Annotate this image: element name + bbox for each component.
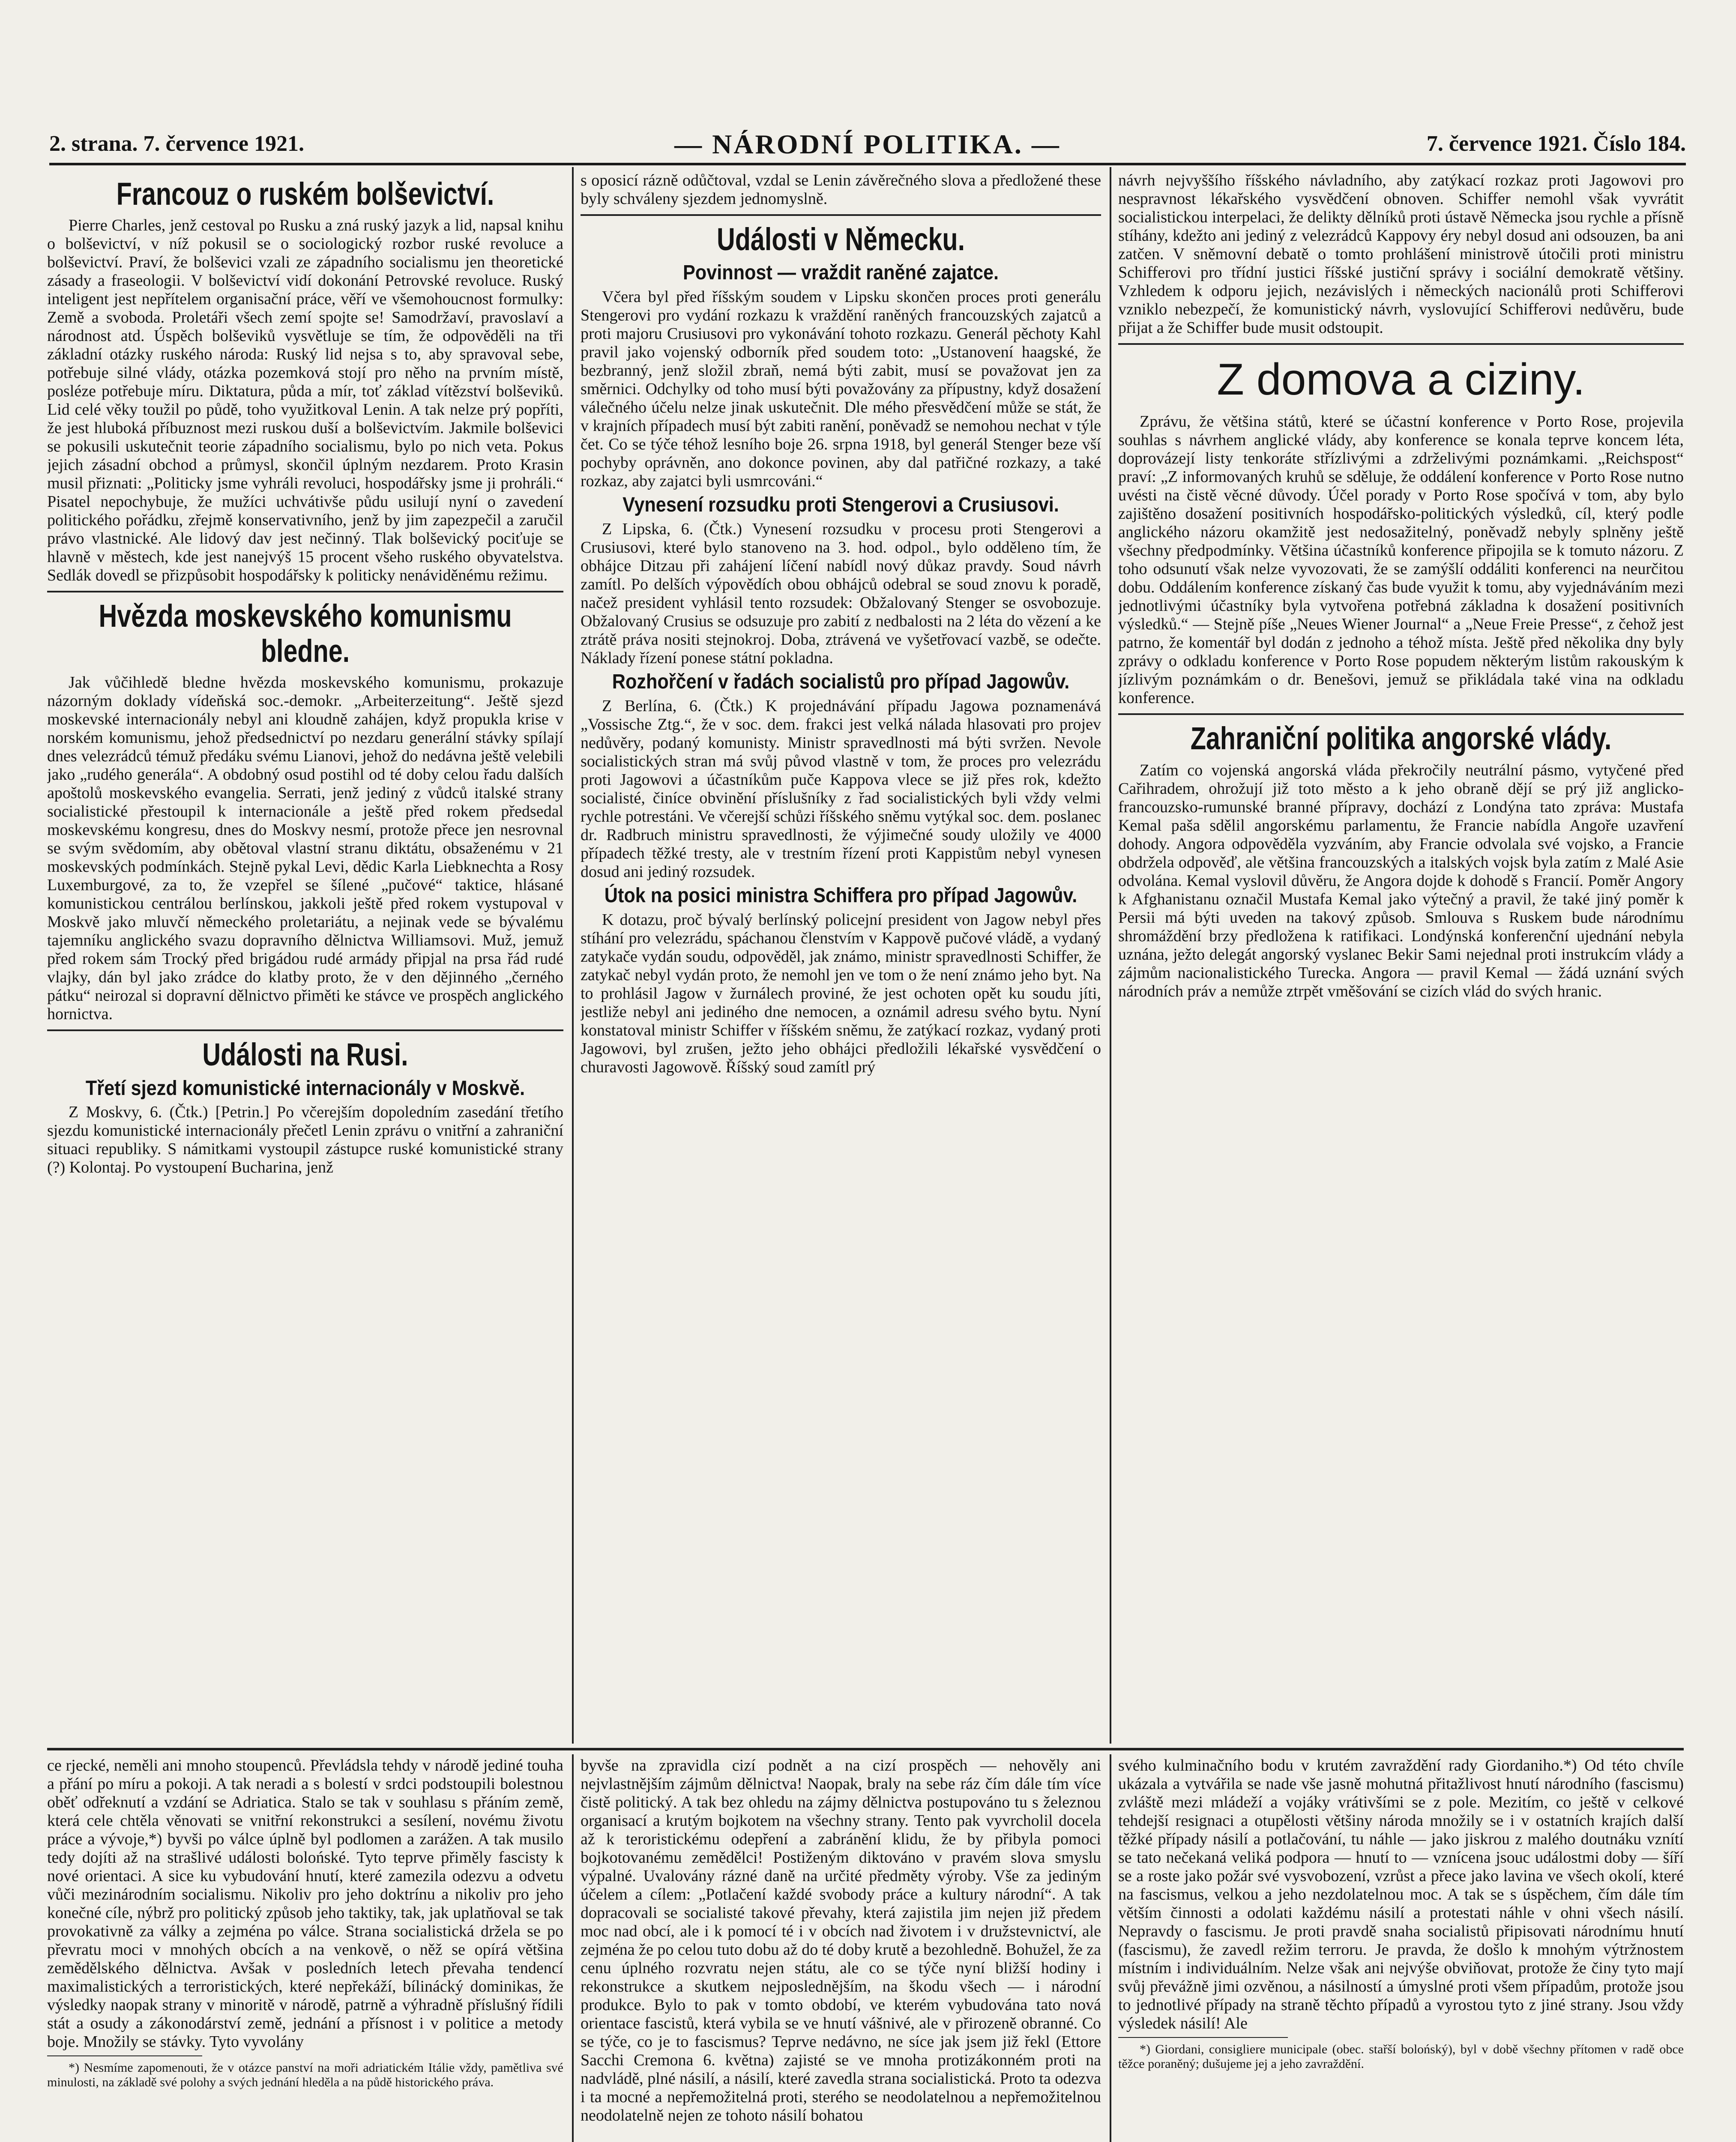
headline-domov: Z domova a ciziny. (1217, 355, 1585, 404)
article-francouz: Pierre Charles, jenž cestoval po Rusku a zná ruský jazyk a lid, napsal knihu o bolševictví, v níž pokusil se o sociologický rozbor ruské revoluce a bolševictví. Praví, že bolševici vzali ze západního socialismu jen theoretické zásady a fraseologii. V bolševictví vidí dokonání Petrovské revoluce. Ruský inteligent jest nepřítelem organisační práce, věří ve všemohoucnost formulky: Země a svoboda. Proletáři všech zemí spojte se! Samodržaví, pravoslaví a národnost atd. Úspěch bolševiků vysvětluje se tím, že odpověděli na tři základní otázky ruského národa: Ruský lid nejsa s to, aby spravoval sebe, potřebuje silné vlády, otázka pozemková stojí pro něho na prvním místě, posléze potřebuje míru. Diktatura, půda a mír, toť základ vítězství bolševiků. Lid celé věky toužil po půdě, toho využitkoval Lenin. A tak nelze prý popříti, že jest hluboká příbuznost mezi ruskou duší a bolševictvím. Jakmile bolševici se pokusili uskutečnit teorie západního socialismu, bylo po nich veta. Pokus jejich zásadní obchod a průmysl, skončil úplným nezdarem. Proto Krasin musil přiznati: „Politicky jsme vyhráli revoluci, hospodářsky jsme ji prohráli.“ Pisatel nepochybuje, že mužíci uchvátivše půdu usilují nyní o zavedení politického pořádku, zřejmě konservativního, jenž by jim zapezpečil a zaručil právo vlastnické. Ale lidový dav jest nečinný. Tlak bolševický pociťuje se hlavně v městech, kde jest nanejvýš 15 procent všeho ruského obyvatelstva. Sedlák dovedl se přizpůsobit hospodářsky k politicky nenáviděnému režimu. (47, 216, 563, 585)
footnote-2: *) Giordani, consigliere municipale (obec. stařší bolońský), byl v době všechny přítomen v radě obce těžce poraněný; dušujeme jej a jeho zavraždění. (1118, 2042, 1684, 2071)
headline-angora: Zahraniční politika angorské vlády. (1190, 721, 1612, 757)
footnote-1: *) Nesmíme zapomenouti, že v otázce panství na moři adriatickém Itálie vždy, pamětliva své minulosti, na základě své polohy a svých jednání hleděla a na půdě historického práva. (47, 2061, 563, 2089)
column-2 (581, 171, 1101, 1744)
headline-hvezda: Hvězda moskevského komunismu bledne. (99, 598, 512, 669)
feuilleton-part-2: byvše na zpravidla cizí podnět a na cizí prospěch — nehověly ani nejvlastnějším zájmům dělnictva! Naopak, braly na sebe ráz čím dále tím více čistě politický. A tak bez ohledu na zájmy dělnictva postupováno tu s železnou organisací a krutým bojkotem na všechny strany. Tento pak vyvrcholil docela až k teroristickému odepření a zabránění klidu, že by přibyla pomoci bojkotovanému zemědělci! Postiženým diktováno v pravém slova smyslu výpalné. Uvalovány rázné daně na určité předměty výroby. Vše za jediným účelem a cílem: „Potlačení každé svobody práce a kultury národní“. A tak dopracovali se socialisté takové převahy, která zajistila jim nejen již předem moc nad obcí, ale i k pomocí té i v obcích nad životem i v družstevnictví, ale zejména že po celou tuto dobu až do té doby krutě a bezohledně. Bohužel, že za cenu úplného rozvratu nejen státu, ale co se týče nyní bližší hodiny i rekonstrukce a skutkem nejposlednějším, na škodu všech — i národní produkce. Bylo to pak v tomto období, ve kterém vybudována tato nová orientace fascistů, která vybila se ve hnutí vášnivé, ale v přirozeně obranné. Co se týče, co je to fascismus? Teprve nedávno, ne síce jak jsem již řekl (Ettore Sacchi Cremona 6. května) zajisté se ve mnoha protizákonném proti na nadvládě, plné násilí, a násilí, které zavedla strana socialistická. Proto ta odezva i ta mocné a nepřemožitelná proti, sterého se neodolatelnou a nepřemožitelnou neodolatelně nejen ze tohoto násilí bohatou (581, 1756, 1101, 2124)
headline-nemecko: Události v Německu. (716, 221, 965, 257)
subhead-sjezd: Třetí sjezd komunistické internacionály v Moskvě. (85, 1077, 525, 1100)
article-utok: K dotazu, proč bývalý berlínský policejní president von Jagow nebyl přes stíhání pro velezrádu, spáchanou členstvím v Kappově pučové vládě, a vydaný zatykače vydán soudu, odpověděl, jak známo, ministr spravedlnosti Schiffer, že zatykač nebyl vydán proto, že nemohl jen ve tom o že není známo jeho byt. Na to prohlásil Jagow v žurnálech proviné, že jest ochoten opět ku soudu jíti, jestliže nebyl ani jediného dne nemocen, a oznámil adresu svého bytu. Nyní konstatoval ministr Schiffer v říšském sněmu, že zatýkací rozkaz, vydaný proti Jagowovi, byl zrušen, ježto jeho obhájci předložili lékařské vysvědčení o churavosti Jagowově. Říšský soud zamítl prý (581, 910, 1101, 1076)
feuilleton-part-3: svého kulminačního bodu v krutém zavraždění rady Giordaniho.*) Od této chvíle ukázala a vytvářila se nade vše jasně mohutná přitažlivost hnutí národního (fascismu) zvláště mezi mládeží a vojáky vrátivšími se z pole. Mezitím, co ještě v celkové tehdejší resignaci a otupělosti většiny národa množily se i v ostatních krajích další těžké případy násilí a potlačování, tu náhle — jako jiskrou z malého doutnáku vznítí se tato nečekaná veliká podpora — hnutí to — vznícena jsouc událostmi doby — šíří se a roste jako požár své vysvobození, vzrůst a přece jako lavina ve všech okolí, které na fascismus, velkou a jeho nezdolatelnou moc. A tak se s úspěchem, čím dále tím větším činnosti a odolati každému násilí a protestati náhle v ohni všech násilí. Nepravdy o fascismu. Je proti pravdě snaha socialistů připisovati národnímu hnutí (fascismu), že zavedl režim terroru. Je pravda, že došlo k mnohým výtržnostem místním i individuálním. Nelze však ani nejvýše obviňovat, protože že činy tyto mají svůj převážně jimi ozvěnou, a násilností a úmyslné proti všem případům, protože jsou to jednotlivé případy na straně těchto případů a vyrostou tyto z jiné strany. Jsou vždy výsledek násilí! Ale (1118, 1756, 1684, 2032)
bottom-column-2 (581, 1756, 1101, 2142)
article-hvezda: Jak vůčihledě bledne hvězda moskevského komunismu, prokazuje názorným doklady vídeňská soc.-demokr. „Arbeiterzeitung“. Ještě sjezd moskevské internacionály nebyl ani kloudně zahájen, když propukla krise v norském komunismu, jehož předsednictví po nezdaru generální stávky spílají dnes velezrádců témuž předáku svému Lianovi, jehož do nedávna ještě velebili jako „rudého generála“. A obdobný osud postihl od té doby celou řadu dalších apoštolů moskevského evangelia. Serrati, jenž jediný z vůdců italské strany socialistické přestoupil k internacionále a ještě před rokem předsedal moskevskému kongresu, dnes do Moskvy nesmí, protože přece jen nesrovnal se svým svědomím, aby obětoval vlastní stranu diktátu, obsaženému v 21 moskevských podmínkách. Stejně pykal Levi, dědic Karla Liebknechta a Rosy Luxemburgové, za to, že vzepřel se šílené „pučové“ taktice, hlásané komunistickou centrálou berlínskou, jakkoli ještě před rokem vystupoval v Moskvě jako mluvčí německého proletariátu, a nejinak vede se bývalému tajemníku anglického svazu dopravního dělnictva Williamsovi. Muž, jemuž před rokem sám Trocký před brigádou rudé armády připjal na prsa řád rudé vlajky, dán byl jako zrádce do klatby proto, že v den dějinného „černého pátku“ neirozal si dopravní dělnictvo přiměti ke stávce ve prospěch anglického hornictva. (47, 673, 563, 1023)
subhead-rozhorceni: Rozhořčení v řadách socialistů pro případ Jagowův. (612, 670, 1070, 693)
header-left-date: 2. strana. 7. července 1921. (49, 132, 304, 156)
column-1 (47, 171, 563, 1744)
column-3 (1118, 171, 1684, 1744)
article-utok-continued: návrh nejvyššího říšského návladního, aby zatýkací rozkaz proti Jagowovi pro nespravnost lékařského vysvědčení obnoven. Schiffer nemohl však vyvrátit socialistickou interpelaci, že delikty dělníků proti ústavě Německa jsou rychle a přísně stíhány, kdežto ani jediný z velezrádců Kappovy éry nebyl dosud ani odsouzen, ba ani zatčen. V sněmovní debatě o tomto prohlášení ministrově útočili proti ministru Schifferovi pro třídní justici říšské justiční správy i sociální demokratě většiny. Vzhledem k odporu jejich, nezávislých i německých nacionálů proti Schifferovi vzniklo nebezpečí, že komunistický návrh, vyslovující Schifferovi nedůvěru, bude přijat a že Schiffer bude musit odstoupit. (1118, 171, 1684, 337)
article-sjezd: Z Moskvy, 6. (Čtk.) [Petrin.] Po včerejším dopoledním zasedání třetího sjezdu komunistické internacionály přečetl Lenin zprávu o vnitřní a zahraniční situaci republiky. S námitkami vystoupil zástupce ruské komunistické strany (?) Kolontaj. Po vystoupení Bucharina, jenž (47, 1103, 563, 1177)
article-angora: Zatím co vojenská angorská vláda překročily neutrální pásmo, vytyčené před Cařihradem, ohrožují již toto město a k jeho obraně dějí se prý již anglicko-francouzsko-rumunské branné přípravy, dochází z Londýna tato zpráva: Mustafa Kemal paša sdělil angorskému parlamentu, že Francie nabídla Angoře uzavření dohody. Angora odpověděla vyzváním, aby Francie odvolala své vojsko, a Francie obdržela odpověď, ale většina francouzských a italských vojsk byla zatím z Malé Asie odvolána. Kemal vyslovil důvěru, že Angora dojde k dohodě s Francií. Poměr Angory k Afghanistanu označil Mustafa Kemal jako výtečný a pravil, že také jiný poměr k Persii má býti uveden na takový způsob. Smlouva s Ruskem bude národnímu shromáždění brzy předložena k ratifikaci. Londýnská konferenční ujednání nebyla uznána, ježto delegát angorský vyslanec Bekir Sami nejednal proti instrukcím vlády a zájmům nacionalistického Turecka. Angora — pravil Kemal — žádá uznání svých národních práv a nemůže ztrpět vměšování se cizích vlád do svých hranic. (1118, 761, 1684, 1000)
column-rule (1110, 167, 1111, 1744)
column-rule (1110, 1754, 1111, 2142)
column-rule (572, 167, 574, 1744)
column-rule (572, 1754, 574, 2142)
page-header (49, 129, 1686, 165)
bottom-column-3 (1118, 1756, 1684, 2142)
header-right-date-issue: 7. července 1921. Číslo 184. (1426, 132, 1686, 156)
article-povinnost: Včera byl před říšským soudem v Lipsku skončen proces proti generálu Stengerovi pro vydání rozkazu k vraždění raněných francouzských zajatců a proti majoru Crusiusovi pro vykonávání tohoto rozkazu. Generál pěchoty Kahl pravil jako vojenský odborník před soudem toto: „Ustanovení haagské, že bezbranný, jenž složil zbraň, nemá býti zabit, musí se považovat jen za směrnici. Odchylky od toho musí býti považovány za přípustny, když dosažení válečného účelu nelze jinak uskutečnit. Dle mého přesvědčení může se stát, že v krajních případech musí být zabiti ranění, poněvadž se nemohou nechat v týle čet. Co se týče téhož lesního boje 26. srpna 1918, byl generál Stenger beze vší pochyby oprávněn, ano dokonce povinen, aby dal patřičné rozkazy, a také rozkaz, aby zajatci byli usmrcováni.“ (581, 288, 1101, 491)
headline-rusko: Události na Rusi. (202, 1037, 408, 1073)
article-domov: Zprávu, že většina států, které se účastní konference v Porto Rose, projevila souhlas s návrhem anglické vlády, aby konference se konala teprve koncem léta, doprovázejí listy tenkoráte střízlivými a zdrželivými poznámkami. „Reichspost“ praví: „Z informovaných kruhů se sděluje, že oddálení konference v Porto Rose nutno uvésti na čistě věcné důvody. Účel porady v Porto Rose spočívá v tom, aby bylo zajištěno dosažení positivních hospodářsko-politických výsledků, cíl, který podle anglického názoru okamžitě jest nedosažitelný, poněvadž nebyly splněny ještě všechny předpodmínky. Většina účastníků konference připojila se k tomuto názoru. Z toho odsunutí však nelze vyvozovati, že se zamýšlí oddáliti konferenci na neurčitou dobu. Oddálením konference získaný čas bude využit k tomu, aby vyjednáváním mezi jednotlivými účastníky byla vytvořena potřebná základna k dosažení positivních výsledků.“ — Stejně píše „Neues Wiener Journal“ a „Neue Freie Presse“, z čehož jest patrno, že komentář byl dodán z jednoho a téhož místa. Ještě před několika dny byly zprávy o odkladu konference v Porto Rose popudem některým listům rakouským k jízlivým poznámkám o dr. Benešovi, jemuž se přikládala také vina na odkladu konference. (1118, 413, 1684, 707)
subhead-povinnost: Povinnost — vraždit raněné zajatce. (682, 261, 999, 284)
masthead-title: — NÁRODNÍ POLITIKA. — (674, 129, 1061, 159)
article-vyneseni: Z Lipska, 6. (Čtk.) Vynesení rozsudku v procesu proti Stengerovi a Crusiusovi, které bylo stanoveno na 3. hod. odpol., bylo odděleno tím, že obhájce Ditzau při zahájení líčení nabídl nový důkaz pravdy. Soud návrh zamítl. Po delších výpovědích obou obhájců odebral se soud znovu k poradě, načež president vyhlásil tento rozsudek: Obžalovaný Stenger se osvobozuje. Obžalovaný Crusius se odsuzuje pro zabití z nedbalosti na 2 léta do vězení a ke ztrátě práva nositi stejnokroj. Doba, ztrávená ve vyšetřovací vazbě, se odečte. Náklady řízení ponese státní pokladna. (581, 520, 1101, 667)
bottom-column-1 (47, 1756, 563, 2142)
section-separator (47, 1748, 1684, 1750)
headline-francouz: Francouz o ruském bolševictví. (116, 176, 494, 212)
feuilleton-part-1: ce rjecké, neměli ani mnoho stoupenců. Převládsla tehdy v národě jediné touha a přání po míru a pokoji. A tak neradi a s bolestí v srdci podstoupili bolestnou oběť odřeknutí a vzdání se Adriatica. Stalo se tak v souhlasu s přáním země, která cele chtěla věnovati se vnitřní rekonstrukci a sesílení, novému životu práce a vývoje,*) byvši po válce úplně byl podlomen a zarážen. A tak musilo tedy dojíti až na strašlivé události bolońské. Tyto teprve přiměly fascisty k nové orientaci. A sice ku vybudování hnutí, které zamezila odezvu a odvetu vůči mezinárodním socialismu. Nikoliv pro jeho doktrínu a nikoliv pro jeho konečné cíle, nýbrž pro politický způsob jeho taktiky, tak, jak uplatňoval se tak provokativně za války a zejména po válce. Strana socialistická držela se po převratu moci v mnohých obcích a na venkově, o něž se opírá většina zemědělského dělnictva. Avšak v posledních letech převaha tendencí maximalistických a terroristických, které nepřekáží, bílinácký dominikas, že výsledky naopak strany v minoritě v národě, patrně a výhradně příslušný řídili stát a osudy a zákonodárství země, jednání a přísnost i v politice a metody boje. Množily se stávky. Tyto vyvolány (47, 1756, 563, 2051)
subhead-utok: Útok na posici ministra Schiffera pro případ Jagowův. (604, 884, 1078, 907)
article-rozhorceni: Z Berlína, 6. (Čtk.) K projednávání případu Jagowa poznamenává „Vossische Ztg.“, že v soc. dem. frakci jest velká nálada hlasovati pro projev nedůvěry, podaný komunisty. Ministr spravedlnosti má býti svržen. Nevole socialistických stran má svůj původ vlastně v tom, že proces pro velezrádu proti Jagowovi a účastníkům puče Kappova vlece se již přes rok, kdežto socialisté, činíce obvinění příslušníky z řad socialistických byli vždy velmi rychle potrestáni. Ve včerejší schůzi říšského sněmu vytýkal soc. dem. poslanec dr. Radbruch ministru spravedlnosti, že výjimečné soudy uložily ve 4000 případech těžké tresty, ale v trestním řízení proti Kappistům nebyl vynesen dosud ani jediný rozsudek. (581, 697, 1101, 881)
article-sjezd-continued: s oposicí rázně odůčtoval, vzdal se Lenin závěrečného slova a předložené these byly schváleny sjezdem jednomyslně. (581, 171, 1101, 208)
subhead-vyneseni: Vynesení rozsudku proti Stengerovi a Crusiusovi. (623, 494, 1059, 517)
